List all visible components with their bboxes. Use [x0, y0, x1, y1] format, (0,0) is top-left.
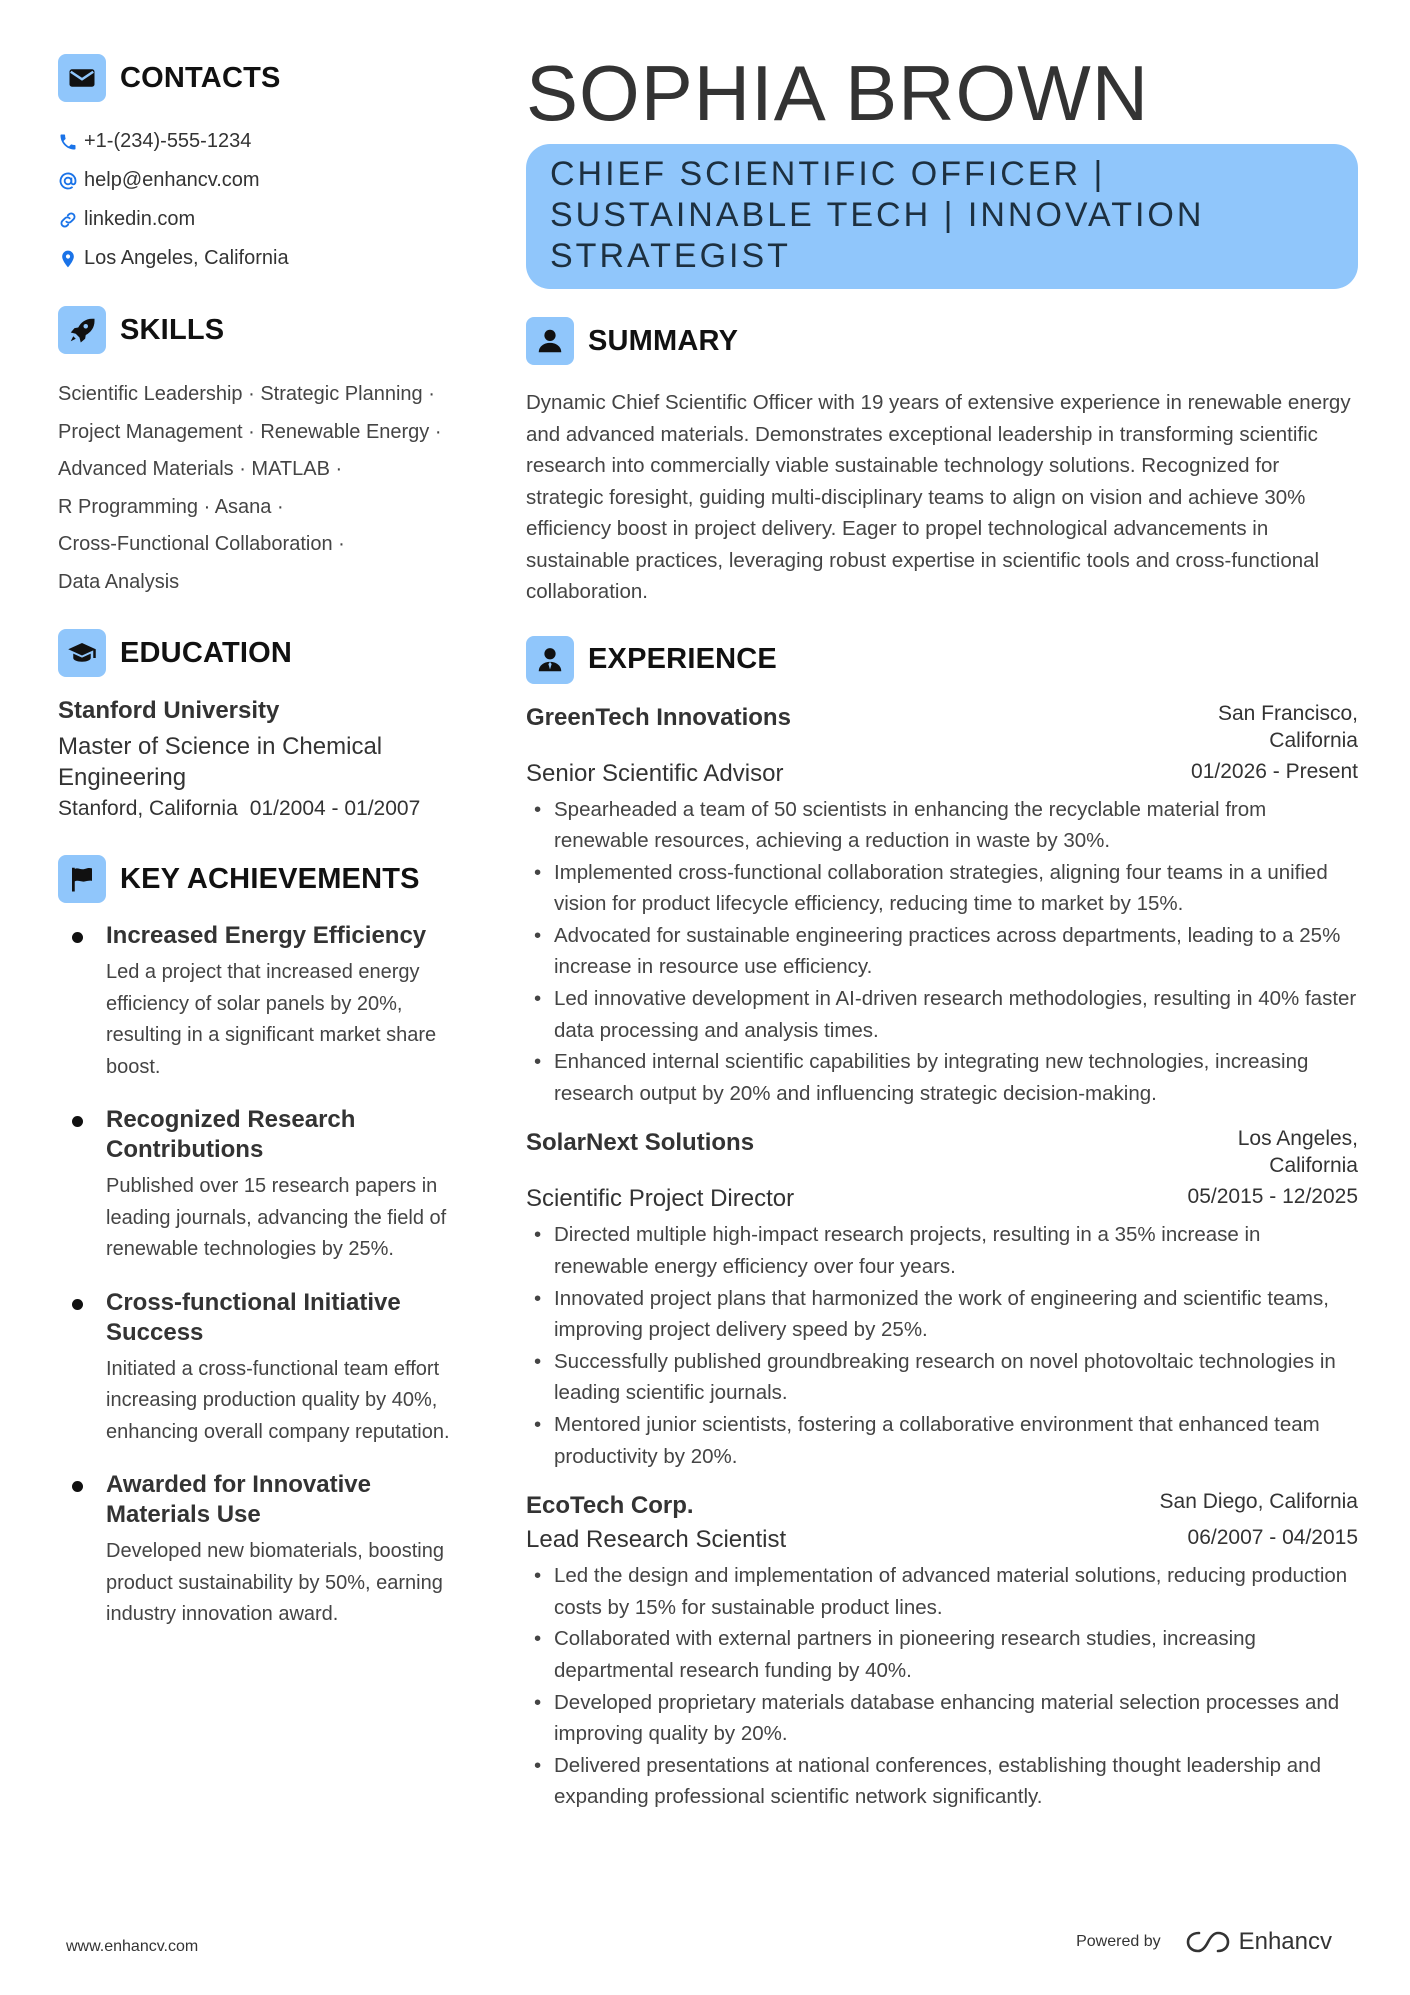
job-location: San Francisco, California [1217, 701, 1358, 752]
education-title: EDUCATION [120, 636, 293, 669]
powered-by-text: Powered by [1076, 1933, 1161, 1950]
contacts-header [58, 54, 478, 102]
skills-line: Scientific Leadership · Strategic Planning · [58, 383, 435, 405]
skills-line: Cross-Functional Collaboration · [58, 533, 345, 555]
summary-section [526, 317, 1358, 608]
headline-box [526, 144, 1358, 289]
edu-school: Stanford University [58, 697, 280, 724]
job-company: SolarNext Solutions [526, 1129, 755, 1157]
achievement-desc: Initiated a cross-functional team effort increasing production quality by 40%, enhancing overall company reputation. [106, 1357, 450, 1443]
skills-list [58, 376, 478, 601]
contacts-title: CONTACTS [120, 61, 281, 94]
email-link[interactable]: help@enhancv.com [84, 169, 260, 191]
footer-website[interactable]: www.enhancv.com [66, 1938, 199, 1955]
job-bullet: • Implemented cross-functional collaboration strategies, aligning four teams in a unified vision for product lifecycle efficiency, reducing time to market by 15%. [526, 857, 1358, 920]
job-bullet: • Innovated project plans that harmonized the work of engineering and scientific teams, improving project delivery speed by 25%. [526, 1283, 1358, 1346]
job-bullets [526, 794, 1358, 1110]
envelope-icon [58, 54, 106, 102]
user-icon [526, 317, 574, 365]
achievement-desc: Developed new biomaterials, boosting product sustainability by 50%, earning industry innovation award. [106, 1540, 444, 1625]
job-bullet: • Led innovative development in AI-driven research methodologies, resulting in 40% faster data processing and analysis times. [526, 983, 1358, 1046]
enhancv-logo-icon [1185, 1929, 1231, 1955]
job-role: Lead Research Scientist [526, 1526, 787, 1554]
bullet-dot [72, 1481, 83, 1492]
skills-line: R Programming · Asana · [58, 495, 284, 518]
job-bullet: • Advocated for sustainable engineering practices across departments, leading to a 25% increase in resource use efficiency. [526, 920, 1358, 983]
rocket-icon [58, 306, 106, 354]
at-sign-icon [58, 171, 84, 191]
linkedin-link[interactable]: linkedin.com [84, 208, 196, 230]
contact-linkedin [58, 200, 478, 239]
job-bullet: • Collaborated with external partners in pioneering research studies, increasing departmental research funding by 40%. [526, 1623, 1358, 1686]
edu-degree: Master of Science in Chemical Engineering [58, 733, 383, 791]
job-sub [526, 1526, 1358, 1554]
job-bullet: • Mentored junior scientists, fostering a collaborative environment that enhanced team productivity by 20%. [526, 1409, 1358, 1472]
job-top [526, 700, 1358, 754]
candidate-name: SOPHIA BROWN [526, 49, 1150, 137]
skills-section [58, 306, 478, 601]
job-sub [526, 760, 1358, 788]
experience-title: EXPERIENCE [588, 643, 777, 675]
achievement-title: Cross-functional Initiative Success [106, 1288, 401, 1346]
job-bullets [526, 1219, 1358, 1472]
achievement-item [58, 1470, 478, 1631]
right-column [526, 49, 1358, 1813]
edu-location: Stanford, California [58, 797, 238, 820]
summary-title: SUMMARY [588, 324, 739, 357]
edu-meta [58, 797, 478, 821]
contact-location [58, 239, 478, 278]
bullet-dot [72, 1299, 83, 1310]
skills-line: Project Management · Renewable Energy · [58, 420, 442, 443]
job-location: Los Angeles, California [1237, 1127, 1358, 1178]
job-bullet: • Spearheaded a team of 50 scientists in enhancing the recyclable material from renewable resources, achieving a reduction in waste by 30%. [526, 794, 1358, 857]
job-location: San Diego, California [1159, 1490, 1358, 1514]
achievements-section [58, 855, 478, 1631]
graduation-cap-icon [58, 629, 106, 677]
achievements-header [58, 855, 478, 903]
job-top [526, 1125, 1358, 1179]
skills-line: Advanced Materials · MATLAB · [58, 458, 343, 480]
achievement-item [58, 1288, 478, 1449]
achievement-desc: Published over 15 research papers in leading journals, advancing the field of renewable technologies by 25%. [106, 1175, 447, 1260]
phone-icon [58, 132, 84, 152]
summary-header [526, 317, 1358, 365]
job-entry [526, 1125, 1358, 1472]
achievement-title: Awarded for Innovative Materials Use [106, 1471, 371, 1528]
achievement-desc: Led a project that increased energy efficiency of solar panels by 20%, resulting in a significant market share boost. [106, 961, 437, 1078]
left-column [58, 54, 478, 1653]
brand-logo[interactable] [1185, 1928, 1332, 1956]
job-role: Senior Scientific Advisor [526, 759, 784, 787]
job-sub [526, 1185, 1358, 1213]
skills-line: Data Analysis [58, 570, 180, 593]
headline-text: CHIEF SCIENTIFIC OFFICER | SUSTAINABLE TECH | INNOVATION STRATEGIST [550, 155, 1205, 275]
achievement-item [58, 921, 478, 1083]
job-top [526, 1488, 1358, 1520]
contact-email [58, 161, 478, 200]
location-text: Los Angeles, California [84, 247, 289, 269]
education-header [58, 629, 478, 677]
summary-text: Dynamic Chief Scientific Officer with 19 years of extensive experience in renewable energy and advanced materials. Demonstrates exceptional leadership in transforming scientific research into commercially viable sustainable technology solutions. Recognized for strategic foresight, guiding multi-disciplinary teams to align on vision and achieve 30% efficiency boost in project delivery. Eager to propel technological advancements in sustainable practices, leveraging robust expertise in scientific tools and cross-functional collaboration. [526, 391, 1351, 603]
contact-list [58, 122, 478, 278]
job-bullet: • Successfully published groundbreaking research on novel photovoltaic technologies in leading scientific journals. [526, 1346, 1358, 1409]
achievement-item [58, 1105, 478, 1266]
job-dates: 05/2015 - 12/2025 [1187, 1185, 1358, 1209]
contact-phone [58, 122, 478, 161]
flag-icon [58, 855, 106, 903]
experience-section [526, 636, 1358, 1813]
location-pin-icon [58, 249, 84, 269]
job-bullet: • Delivered presentations at national conferences, establishing thought leadership and expanding professional scientific network significantly. [526, 1750, 1358, 1813]
experience-header [526, 636, 1358, 684]
job-entry [526, 1488, 1358, 1813]
job-bullet: • Developed proprietary materials database enhancing material selection processes and improving quality by 20%. [526, 1687, 1358, 1750]
job-role: Scientific Project Director [526, 1185, 795, 1213]
achievement-title: Increased Energy Efficiency [106, 922, 427, 949]
phone-text: +1-(234)-555-1234 [84, 130, 252, 152]
education-section [58, 629, 478, 821]
footer-branding [1076, 1928, 1332, 1956]
job-dates: 06/2007 - 04/2015 [1187, 1526, 1358, 1550]
job-company: GreenTech Innovations [526, 703, 791, 731]
job-bullet: • Directed multiple high-impact research projects, resulting in a 35% increase in renewable energy efficiency over four years. [526, 1219, 1358, 1282]
job-entry [526, 700, 1358, 1110]
achievements-list [58, 921, 478, 1631]
user-tie-icon [526, 636, 574, 684]
job-bullet: • Led the design and implementation of advanced material solutions, reducing production costs by 15% for sustainable product lines. [526, 1560, 1358, 1623]
job-bullet: • Enhanced internal scientific capabilities by integrating new technologies, increasing research output by 20% and influencing strategic decision-making. [526, 1046, 1358, 1109]
skills-title: SKILLS [120, 313, 225, 346]
achievement-title: Recognized Research Contributions [106, 1106, 356, 1163]
job-company: EcoTech Corp. [526, 1492, 694, 1520]
skills-header [58, 306, 478, 354]
contacts-section [58, 54, 478, 278]
link-icon [58, 210, 84, 230]
bullet-dot [72, 1116, 83, 1127]
bullet-dot [72, 932, 83, 943]
achievements-title: KEY ACHIEVEMENTS [120, 862, 420, 895]
brand-name: Enhancv [1238, 1928, 1332, 1955]
job-dates: 01/2026 - Present [1191, 759, 1358, 783]
job-bullets [526, 1560, 1358, 1813]
edu-dates: 01/2004 - 01/2007 [249, 797, 421, 820]
